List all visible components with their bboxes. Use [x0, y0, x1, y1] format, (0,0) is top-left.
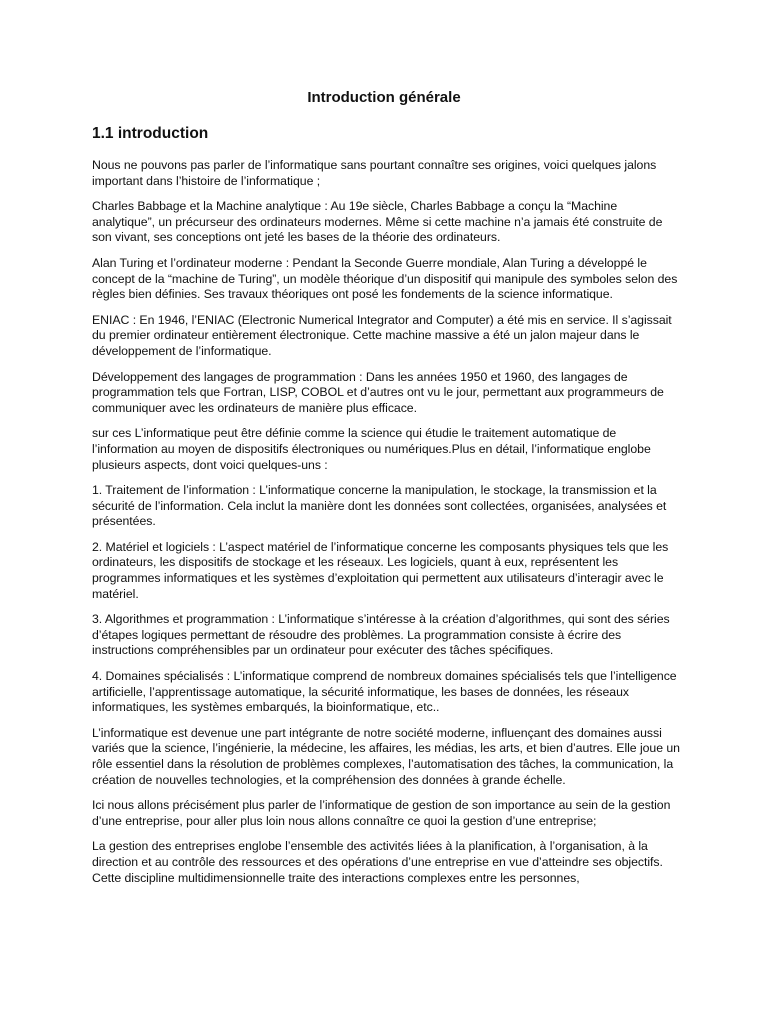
paragraph-turing: Alan Turing et l’ordinateur moderne : Pendant la Seconde Guerre mondiale, Alan Turing a développé le concept de la “machine de Turing”, un modèle théorique d’un dispositif qui manipule des symboles selon des règles bien définies. Ses travaux théoriques ont posé les fondements de la science informatique. — [92, 255, 678, 302]
paragraph-society: L’informatique est devenue une part intégrante de notre société moderne, influençant des domaines aussi variés que la science, l’ingénierie, la médecine, les affaires, les médias, les arts, et bien d’autres. Elle joue un rôle essentiel dans la résolution de problèmes complexes, l’automatisation des tâches, la communication, la création de nouvelles technologies, et la compréhension des données à grande échelle. — [92, 725, 680, 787]
paragraph-babbage: Charles Babbage et la Machine analytique : Au 19e siècle, Charles Babbage a conçu la “Machine analytique”, un précurseur des ordinateurs modernes. Même si cette machine n’a jamais été construite de son vivant, ses conceptions ont jeté les bases de la théorie des ordinateurs. — [92, 199, 663, 245]
paragraph-management-definition: La gestion des entreprises englobe l’ensemble des activités liées à la planification, à l’organisation, à la direction et au contrôle des ressources et des opérations d’une entreprise en vue d’atteindre ses objectifs. Cette discipline multidimensionnelle traite des interactions complexes entre les personnes, — [92, 839, 663, 885]
paragraph-definition: sur ces L’informatique peut être définie comme la science qui étudie le traitement automatique de l’information au moyen de dispositifs électroniques ou numériques.Plus en détail, l’informatique englobe plusieurs aspects, dont voici quelques-uns : — [92, 426, 651, 472]
paragraph-eniac: ENIAC : En 1946, l’ENIAC (Electronic Numerical Integrator and Computer) a été mis en service. Il s’agissait du premier ordinateur entièrement électronique. Cette machine massive a été un jalon majeur dans le développement de l’informatique. — [92, 312, 672, 358]
section-heading: 1.1 introduction — [92, 125, 209, 142]
paragraph-management-intro: Ici nous allons précisément plus parler de l’informatique de gestion de son importance au sein de la gestion d’une entreprise, pour aller plus loin nous allons connaître ce quoi la gestion d’une entreprise; — [92, 798, 671, 828]
paragraph-languages: Développement des langages de programmation : Dans les années 1950 et 1960, des langages de programmation tels que Fortran, LISP, COBOL et d’autres ont vu le jour, permettant aux programmeurs de communiquer avec les ordinateurs de manière plus efficace. — [92, 369, 664, 415]
paragraph-intro: Nous ne pouvons pas parler de l’informatique sans pourtant connaître ses origines, voici quelques jalons important dans l’histoire de l’informatique ; — [92, 158, 657, 188]
paragraph-item-3: 3. Algorithmes et programmation : L’informatique s’intéresse à la création d’algorithmes, qui sont des séries d’étapes logiques permettant de résoudre des problèmes. La programmation consiste à écrire des instructions compréhensibles par un ordinateur pour exécuter des tâches spécifiques. — [92, 612, 670, 658]
paragraph-item-1: 1. Traitement de l’information : L’informatique concerne la manipulation, le stockage, la transmission et la sécurité de l’information. Cela inclut la manière dont les données sont collectées, organisées, analysées et présentées. — [92, 483, 667, 529]
paragraph-item-4: 4. Domaines spécialisés : L’informatique comprend de nombreux domaines spécialisés tels que l’intelligence artificielle, l’apprentissage automatique, la sécurité informatique, les bases de données, les réseaux informatiques, les systèmes embarqués, la bioinformatique, etc.. — [92, 669, 677, 715]
paragraph-item-2: 2. Matériel et logiciels : L’aspect matériel de l’informatique concerne les composants physiques tels que les ordinateurs, les dispositifs de stockage et les réseaux. Les logiciels, quant à eux, représentent les programmes informatiques et les systèmes d’exploitation qui permettent aux utilisateurs d’interagir avec le matériel. — [92, 539, 669, 601]
body-text — [92, 158, 682, 896]
page-title: Introduction générale — [307, 89, 461, 106]
